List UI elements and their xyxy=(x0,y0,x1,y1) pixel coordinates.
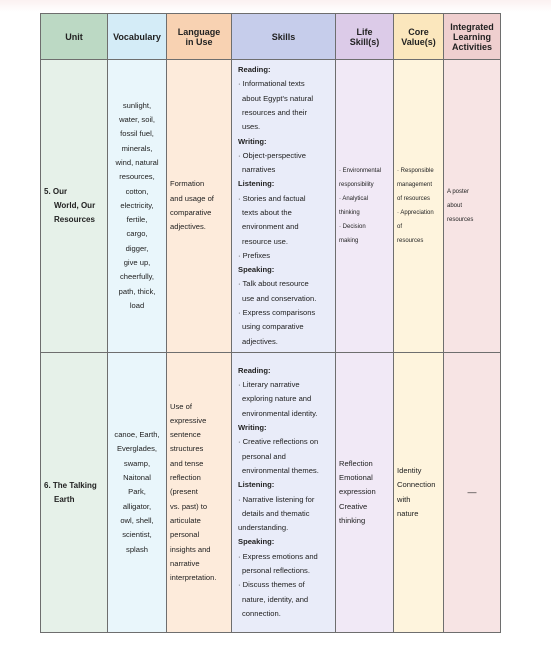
skill-line: · Object-perspective xyxy=(238,150,306,160)
header-row xyxy=(41,14,501,60)
skill-line: · Express comparisons xyxy=(238,308,316,318)
cell-line: A poster xyxy=(447,189,470,195)
cell-line: sentence xyxy=(170,430,201,440)
header-life-skills xyxy=(336,14,394,60)
header-text: Language xyxy=(177,26,221,37)
unit-cell xyxy=(41,353,108,633)
skills-cell xyxy=(232,60,336,353)
cell-line: digger, xyxy=(125,243,149,253)
skill-line: environmental themes. xyxy=(242,465,319,475)
header-text: in Use xyxy=(185,36,213,47)
cell-line: minerals, xyxy=(121,143,153,153)
unit-title-line: Earth xyxy=(54,494,75,504)
cell-line: thinking xyxy=(339,210,360,216)
cell-line: and usage of xyxy=(170,193,214,203)
skill-line: understanding. xyxy=(238,523,289,533)
life-skills-cell xyxy=(336,353,394,633)
header-vocabulary: Vocabulary xyxy=(108,14,167,60)
language-cell xyxy=(167,353,232,633)
skill-line: · Informational texts xyxy=(238,79,305,89)
cell-line: · Responsible xyxy=(397,168,434,174)
table-row xyxy=(41,60,501,353)
cell-line: and tense xyxy=(170,458,204,468)
cell-line: resources xyxy=(447,217,474,223)
cell-line: adjectives. xyxy=(170,222,206,232)
core-values-cell xyxy=(394,353,444,633)
unit-title-line: Resources xyxy=(54,215,95,224)
cell-line: Everglades, xyxy=(116,444,158,454)
skill-line: nature, identity, and xyxy=(242,594,309,604)
language-cell xyxy=(167,60,232,353)
header-text: Integrated xyxy=(450,21,494,32)
header-text: Skill(s) xyxy=(349,36,380,47)
cell-line: management xyxy=(397,182,433,188)
cell-line: cargo, xyxy=(126,229,148,239)
skill-line: uses. xyxy=(242,122,261,132)
skill-heading: Speaking: xyxy=(238,265,275,275)
header-integrated-learning-activities xyxy=(444,14,501,60)
skill-line: · Narrative listening for xyxy=(238,494,315,504)
cell-line: · Analytical xyxy=(339,196,369,202)
cell-line: vs. past) to xyxy=(170,501,208,511)
cell-line: Park, xyxy=(128,487,146,497)
cell-line: expressive xyxy=(170,415,207,425)
cell-line: fertile, xyxy=(126,215,148,225)
vocabulary-cell xyxy=(108,60,167,353)
cell-line: comparative xyxy=(170,208,212,217)
cell-line: Reflection xyxy=(339,458,373,468)
header-unit: Unit xyxy=(41,14,108,60)
skill-heading: Reading: xyxy=(238,365,271,375)
skill-line: using comparative xyxy=(242,322,304,332)
cell-line: narrative xyxy=(170,558,200,568)
cell-line: making xyxy=(339,238,359,244)
header-text: Value(s) xyxy=(401,36,436,47)
cell-line: cotton, xyxy=(125,186,149,196)
activities-cell xyxy=(444,60,501,353)
cell-line: Identity xyxy=(397,465,422,475)
skill-line: details and thematic xyxy=(242,508,310,518)
cell-line: responsibility xyxy=(339,182,374,188)
skill-line: exploring nature and xyxy=(242,394,312,404)
header-skills: Skills xyxy=(232,14,336,60)
unit-title-line: 6. The Talking xyxy=(44,480,97,490)
cell-line: of resources xyxy=(397,196,431,202)
life-skills-cell xyxy=(336,60,394,353)
skill-heading: Writing: xyxy=(238,136,267,146)
cell-line: Emotional xyxy=(339,473,373,483)
cell-line: fossil fuel, xyxy=(120,129,154,139)
skill-heading: Reading: xyxy=(238,65,271,75)
skill-heading: Listening: xyxy=(238,480,275,490)
unit-title-line: World, Our xyxy=(54,201,96,210)
unit-cell xyxy=(41,60,108,353)
header-text: Life xyxy=(356,26,373,37)
skill-line: environment and xyxy=(242,222,299,232)
skill-line: · Talk about resource xyxy=(238,279,309,289)
cell-line: (present xyxy=(170,487,198,497)
cell-line: electricity, xyxy=(120,200,154,210)
skill-heading: Writing: xyxy=(238,423,267,433)
skills-cell xyxy=(232,353,336,633)
cell-line: give up, xyxy=(123,258,151,268)
core-values-cell xyxy=(394,60,444,353)
cell-line: Formation xyxy=(170,179,205,189)
skill-line: · Stories and factual xyxy=(238,193,306,203)
cell-line: personal xyxy=(170,530,200,540)
cell-line: Naitonal xyxy=(123,473,151,483)
skill-line: about Egypt's natural xyxy=(242,93,314,103)
cell-line: thinking xyxy=(339,515,366,525)
cell-line: resources xyxy=(397,238,424,244)
cell-line: wind, natural xyxy=(115,157,159,167)
cell-line: load xyxy=(129,300,145,310)
cell-line: about xyxy=(447,203,463,209)
cell-line: articulate xyxy=(170,515,201,525)
skill-line: resource use. xyxy=(242,236,289,246)
cell-line: splash xyxy=(126,544,148,554)
skill-line: · Express emotions and xyxy=(238,551,318,561)
skill-line: connection. xyxy=(242,608,281,618)
cell-line: interpretation. xyxy=(170,573,217,583)
cell-line: scientist, xyxy=(122,530,152,540)
cell-line: alligator, xyxy=(122,501,152,511)
cell-line: Use of xyxy=(170,401,192,411)
header-text: Core xyxy=(408,26,429,37)
skill-line: resources and their xyxy=(242,107,308,117)
cell-line: · Environmental xyxy=(339,168,382,174)
cell-line: · Decision xyxy=(339,224,366,230)
skill-line: texts about the xyxy=(242,208,292,217)
cell-line: Connection xyxy=(397,480,436,490)
header-text: Activities xyxy=(451,41,493,52)
cell-line: sunlight, xyxy=(122,100,152,110)
header-text: Learning xyxy=(452,31,491,42)
cell-line: path, thick, xyxy=(118,286,156,296)
cell-line: water, soil, xyxy=(119,115,155,125)
skill-line: personal and xyxy=(242,451,286,461)
cell-line: of xyxy=(397,224,403,230)
skill-heading: Speaking: xyxy=(238,537,275,547)
cell-line: Creative xyxy=(339,501,368,511)
skill-line: adjectives. xyxy=(242,336,278,346)
skill-line: · Discuss themes of xyxy=(238,580,305,590)
cell-line: with xyxy=(397,494,411,504)
skill-line: narratives xyxy=(242,165,276,175)
table-row xyxy=(41,353,501,633)
skill-line: · Creative reflections on xyxy=(238,437,319,447)
cell-line: canoe, Earth, xyxy=(114,430,160,440)
cell-line: cheerfully, xyxy=(119,272,155,282)
cell-line: expression xyxy=(339,487,376,497)
cell-line: owl, shell, xyxy=(120,515,154,525)
cell-line: · Appreciation xyxy=(397,210,434,216)
skill-line: use and conservation. xyxy=(242,293,317,303)
cell-line: structures xyxy=(170,444,204,454)
cell-line: swamp, xyxy=(123,458,151,468)
vocabulary-cell xyxy=(108,353,167,633)
skill-line: · Prefixes xyxy=(238,250,271,260)
skill-line: personal reflections. xyxy=(242,565,310,575)
skill-heading: Listening: xyxy=(238,179,275,189)
activities-cell xyxy=(444,353,501,633)
empty-dash: — xyxy=(467,487,477,498)
unit-title-line: 5. Our xyxy=(44,187,68,196)
header-language-in-use xyxy=(167,14,232,60)
cell-line: reflection xyxy=(170,473,201,483)
cell-line: resources, xyxy=(119,172,155,182)
skill-line: · Literary narrative xyxy=(238,380,300,390)
curriculum-table xyxy=(40,13,501,633)
skill-line: environmental identity. xyxy=(242,408,318,418)
cell-line: nature xyxy=(397,508,419,518)
header-core-values xyxy=(394,14,444,60)
cell-line: insights and xyxy=(170,544,211,554)
